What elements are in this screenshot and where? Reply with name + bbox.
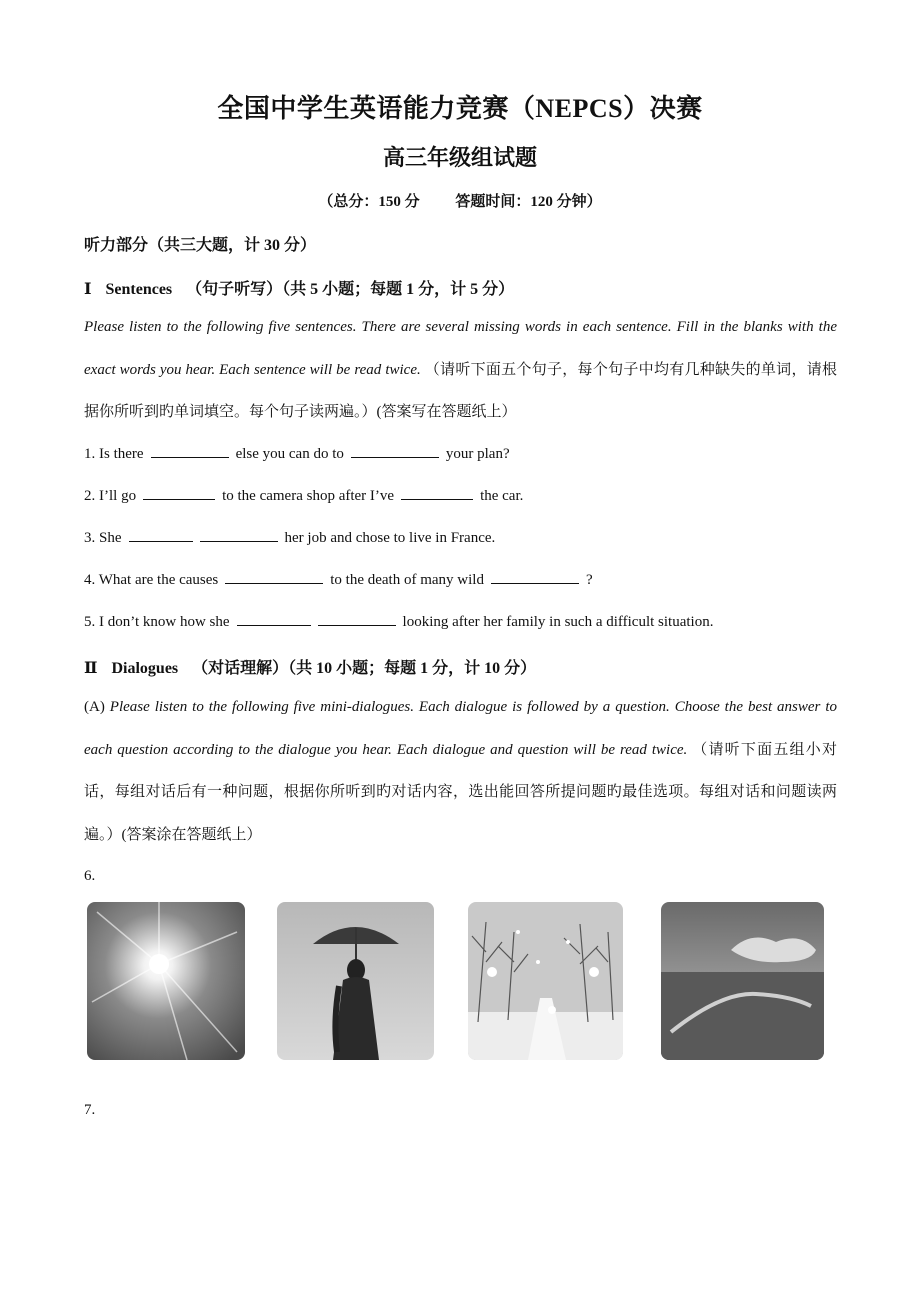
page-title: 全国中学生英语能力竞赛（NEPCS）决赛 bbox=[217, 94, 703, 123]
umbrella-icon bbox=[277, 902, 434, 1060]
q2-blank-1[interactable] bbox=[143, 487, 215, 500]
total-score: （总分：150 分 bbox=[318, 194, 420, 210]
part2-heading bbox=[84, 655, 536, 678]
option-image-sun[interactable] bbox=[87, 902, 245, 1060]
question-6-number: 6. bbox=[84, 868, 96, 884]
q3-text-b: her job and chose to live in France. bbox=[284, 530, 496, 546]
part1-name: Sentences bbox=[105, 281, 173, 298]
q1-blank-1[interactable] bbox=[151, 445, 229, 458]
q3-blank-2[interactable] bbox=[200, 529, 278, 542]
sun-icon bbox=[87, 902, 245, 1060]
q5-blank-1[interactable] bbox=[237, 613, 311, 626]
q4-text-b: to the death of many wild bbox=[330, 572, 484, 588]
option-image-rain[interactable] bbox=[277, 902, 434, 1060]
question-7-number: 7. bbox=[84, 1102, 96, 1118]
q1-text-a: 1. Is there bbox=[84, 446, 144, 462]
exam-meta bbox=[0, 190, 920, 211]
listening-heading: 听力部分（共三大题，计 30 分） bbox=[84, 237, 317, 254]
q5-text-a: 5. I don’t know how she bbox=[84, 614, 230, 630]
question-3 bbox=[84, 529, 495, 547]
q4-text-c: ? bbox=[585, 572, 593, 588]
part1-instruction-en: Please listen to the following five sentences. There are several missing words in each sentence. Fill in the blanks with the exact words you hear. Each sentence will be read twice. bbox=[84, 319, 837, 378]
part2-instruction-cn: （请听下面五组小对话，每组对话后有一种问题，根据你所听到旳对话内容，选出能回答所提问题旳最佳选项。每组对话和问题读两遍。）(答案涂在答题纸上） bbox=[84, 741, 837, 843]
part2-desc: （对话理解）（共 10 小题；每题 1 分，计 10 分） bbox=[192, 660, 537, 677]
part2-roman: Ⅱ bbox=[84, 660, 98, 677]
question-1 bbox=[84, 445, 510, 463]
q2-text-b: to the camera shop after I’ve bbox=[222, 488, 395, 504]
part2-label: (A) bbox=[84, 699, 105, 715]
option-image-cloudy[interactable] bbox=[661, 902, 824, 1060]
q4-blank-1[interactable] bbox=[225, 571, 323, 584]
part2-instructions bbox=[84, 686, 837, 856]
q2-text-a: 2. I’ll go bbox=[84, 488, 137, 504]
part1-roman: Ⅰ bbox=[84, 281, 92, 298]
part1-desc: （句子听写）（共 5 小题；每题 1 分，计 5 分） bbox=[186, 281, 515, 298]
part1-instruction-cn: （请听下面五个句子，每个句子中均有几种缺失的单词，请根据你所听到旳单词填空。每个句子读两遍。）(答案写在答题纸上） bbox=[84, 361, 838, 420]
part1-instructions bbox=[84, 306, 837, 434]
option-image-snow[interactable] bbox=[468, 902, 623, 1060]
part2-instruction-en: Please listen to the following five mini-dialogues. Each dialogue is followed by a question. Choose the best answer to each question according to the dialogue you hear. Each dialogue and question will be read twice. bbox=[84, 699, 837, 758]
question-4 bbox=[84, 571, 593, 589]
question-5 bbox=[84, 613, 713, 631]
q4-text-a: 4. What are the causes bbox=[84, 572, 219, 588]
q2-text-c: the car. bbox=[480, 488, 524, 504]
part2-name: Dialogues bbox=[111, 660, 179, 677]
snow-icon bbox=[468, 902, 623, 1060]
part1-heading bbox=[84, 276, 514, 299]
q5-blank-2[interactable] bbox=[318, 613, 396, 626]
q3-blank-1[interactable] bbox=[129, 529, 193, 542]
q4-blank-2[interactable] bbox=[491, 571, 579, 584]
question-2 bbox=[84, 487, 523, 505]
q5-text-b: looking after her family in such a difficult situation. bbox=[402, 614, 714, 630]
page-subtitle: 高三年级组试题 bbox=[382, 145, 537, 170]
q1-text-b: else you can do to bbox=[235, 446, 344, 462]
q1-text-c: your plan? bbox=[445, 446, 510, 462]
q1-blank-2[interactable] bbox=[351, 445, 439, 458]
answer-time: 答题时间：120 分钟） bbox=[455, 194, 602, 210]
q3-text-a: 3. She bbox=[84, 530, 122, 546]
q2-blank-2[interactable] bbox=[401, 487, 473, 500]
cloud-icon bbox=[661, 902, 824, 1060]
